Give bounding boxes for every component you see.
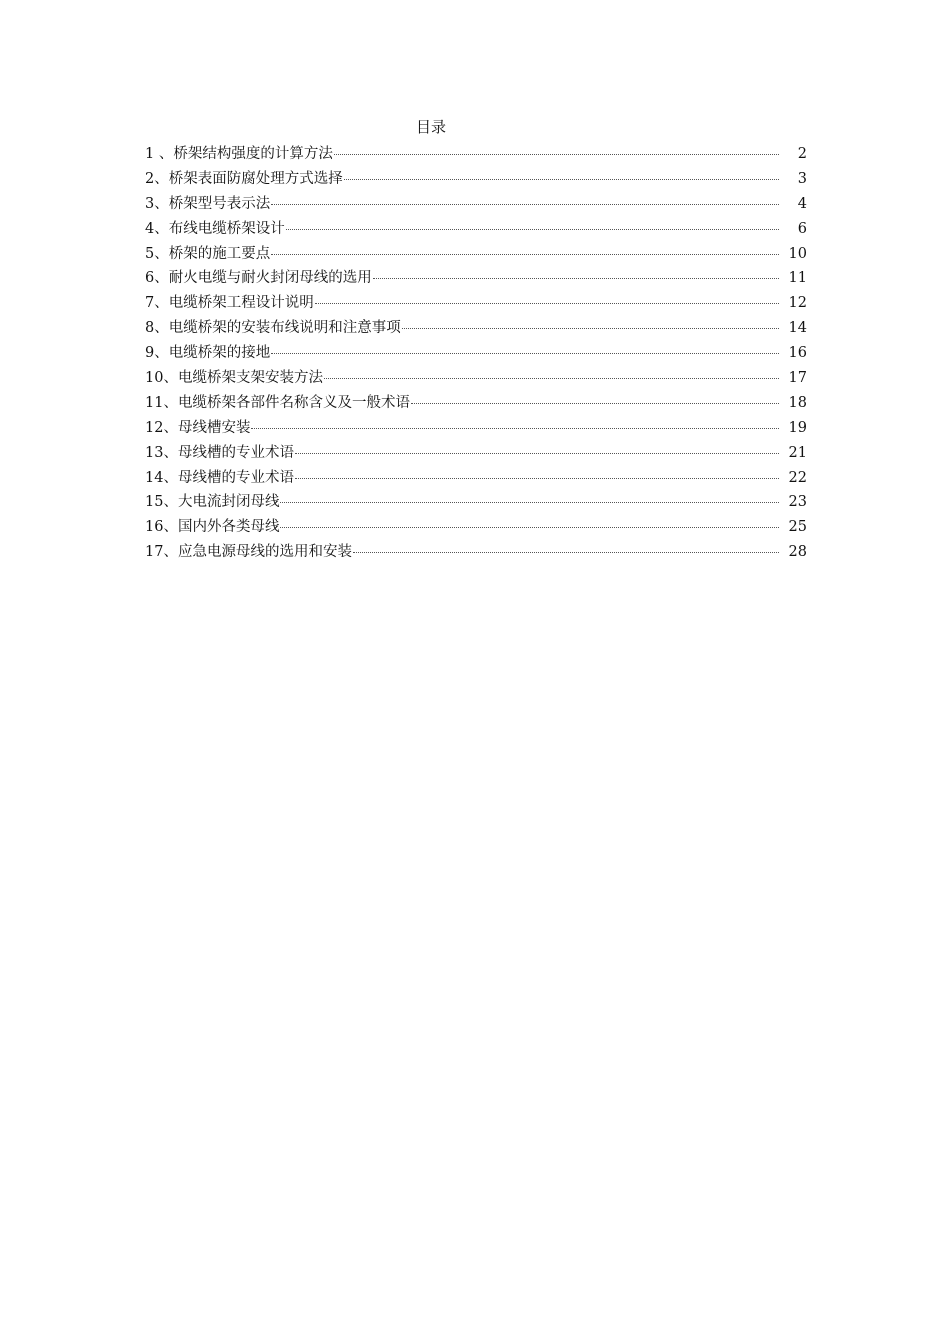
toc-dot-leader: [295, 453, 779, 454]
toc-dot-leader: [334, 154, 779, 155]
toc-entry[interactable]: [145, 192, 807, 217]
toc-entry-title: 电缆桥架支架安装方法: [177, 370, 323, 387]
toc-entry-title: 电缆桥架各部件名称含义及一般术语: [177, 394, 410, 411]
toc-entry-page: 18: [788, 394, 807, 411]
toc-dot-leader: [324, 378, 779, 379]
toc-dot-leader: [280, 527, 779, 528]
toc-title: 目录: [415, 118, 446, 136]
toc-entry[interactable]: [145, 316, 807, 341]
toc-dot-leader: [315, 303, 779, 304]
toc-entry-title: 母线槽的专业术语: [177, 469, 294, 486]
toc-entry-number: 12、: [145, 419, 178, 436]
toc-entry[interactable]: [145, 441, 807, 466]
toc-entry[interactable]: [145, 266, 807, 291]
toc-entry-number: 9、: [145, 345, 169, 362]
toc-entry[interactable]: [145, 540, 807, 565]
toc-dot-leader: [280, 502, 779, 503]
toc-entry-page: 22: [788, 469, 807, 486]
toc-entry-number: 6、: [145, 270, 169, 287]
toc-entry-title: 母线槽的专业术语: [177, 444, 294, 461]
toc-entry-page: 19: [788, 419, 807, 436]
toc-entry-title: 大电流封闭母线: [177, 494, 280, 511]
toc-entry-title: 桥架结构强度的计算方法: [173, 146, 333, 162]
toc-entry-page: 23: [788, 494, 807, 511]
toc-entry-number: 5、: [145, 245, 169, 262]
toc-entry-page: 12: [788, 295, 807, 312]
toc-entry-number: 16、: [145, 519, 178, 536]
toc-entry-number: 7、: [145, 295, 169, 312]
toc-dot-leader: [295, 478, 779, 479]
toc-entry-page: 6: [797, 220, 807, 237]
toc-dot-leader: [344, 179, 779, 180]
toc-entry-title: 电缆桥架的安装布线说明和注意事项: [168, 320, 401, 337]
toc-entry-number: 3、: [145, 195, 169, 212]
toc-entry-title: 桥架的施工要点: [168, 245, 271, 262]
toc-entry-title: 应急电源母线的选用和安装: [177, 544, 352, 561]
toc-entry-number: 2、: [145, 170, 169, 187]
toc-entry-page: 28: [788, 544, 807, 561]
toc-entry-page: 16: [788, 345, 807, 362]
toc-entry[interactable]: [145, 490, 807, 515]
toc-entry[interactable]: [145, 466, 807, 491]
toc-dot-leader: [271, 204, 779, 205]
toc-entry-number: 11、: [145, 394, 178, 411]
toc-entry-page: 11: [788, 270, 807, 287]
toc-dot-leader: [251, 428, 779, 429]
toc-entry-title: 电缆桥架工程设计说明: [168, 295, 314, 312]
toc-entry[interactable]: [145, 142, 807, 167]
toc-entry-number: 10、: [145, 370, 178, 387]
toc-entry[interactable]: [145, 167, 807, 192]
toc-entry-page: 3: [797, 170, 807, 187]
toc-dot-leader: [353, 552, 779, 553]
toc-entry[interactable]: [145, 217, 807, 242]
toc-entry[interactable]: [145, 291, 807, 316]
toc-entry-number: 14、: [145, 469, 178, 486]
toc-entry-page: 4: [797, 195, 807, 212]
toc-entry-title: 桥架表面防腐处理方式选择: [168, 170, 343, 187]
toc-entry-title: 国内外各类母线: [177, 519, 280, 536]
toc-entry-page: 17: [788, 370, 807, 387]
toc-entry-number: 17、: [145, 544, 178, 561]
toc-entry[interactable]: [145, 366, 807, 391]
toc-entry-title: 桥架型号表示法: [168, 195, 271, 212]
toc-entry-page: 21: [788, 444, 807, 461]
toc-entry[interactable]: [145, 341, 807, 366]
toc-dot-leader: [373, 278, 779, 279]
toc-entry-number: 4、: [145, 220, 169, 237]
toc-entry-page: 14: [788, 320, 807, 337]
toc-entry[interactable]: [145, 515, 807, 540]
toc-entry-page: 10: [788, 245, 807, 262]
toc-dot-leader: [402, 328, 779, 329]
toc-entry[interactable]: [145, 416, 807, 441]
toc-entry-title: 母线槽安装: [177, 419, 251, 436]
toc-entry-number: 15、: [145, 494, 178, 511]
toc-entry[interactable]: [145, 391, 807, 416]
toc-entry-number: 1 、: [145, 146, 174, 162]
toc-entry-title: 布线电缆桥架设计: [168, 220, 285, 237]
toc-dot-leader: [411, 403, 779, 404]
toc-entry[interactable]: [145, 242, 807, 267]
toc-entry-page: 25: [788, 519, 807, 536]
toc-list: [145, 142, 807, 565]
toc-entry-title: 耐火电缆与耐火封闭母线的选用: [168, 270, 372, 287]
toc-dot-leader: [271, 353, 779, 354]
toc-dot-leader: [271, 254, 779, 255]
toc-entry-title: 电缆桥架的接地: [168, 345, 271, 362]
toc-entry-number: 8、: [145, 320, 169, 337]
toc-entry-page: 2: [797, 146, 807, 162]
toc-entry-number: 13、: [145, 444, 178, 461]
toc-dot-leader: [286, 229, 779, 230]
